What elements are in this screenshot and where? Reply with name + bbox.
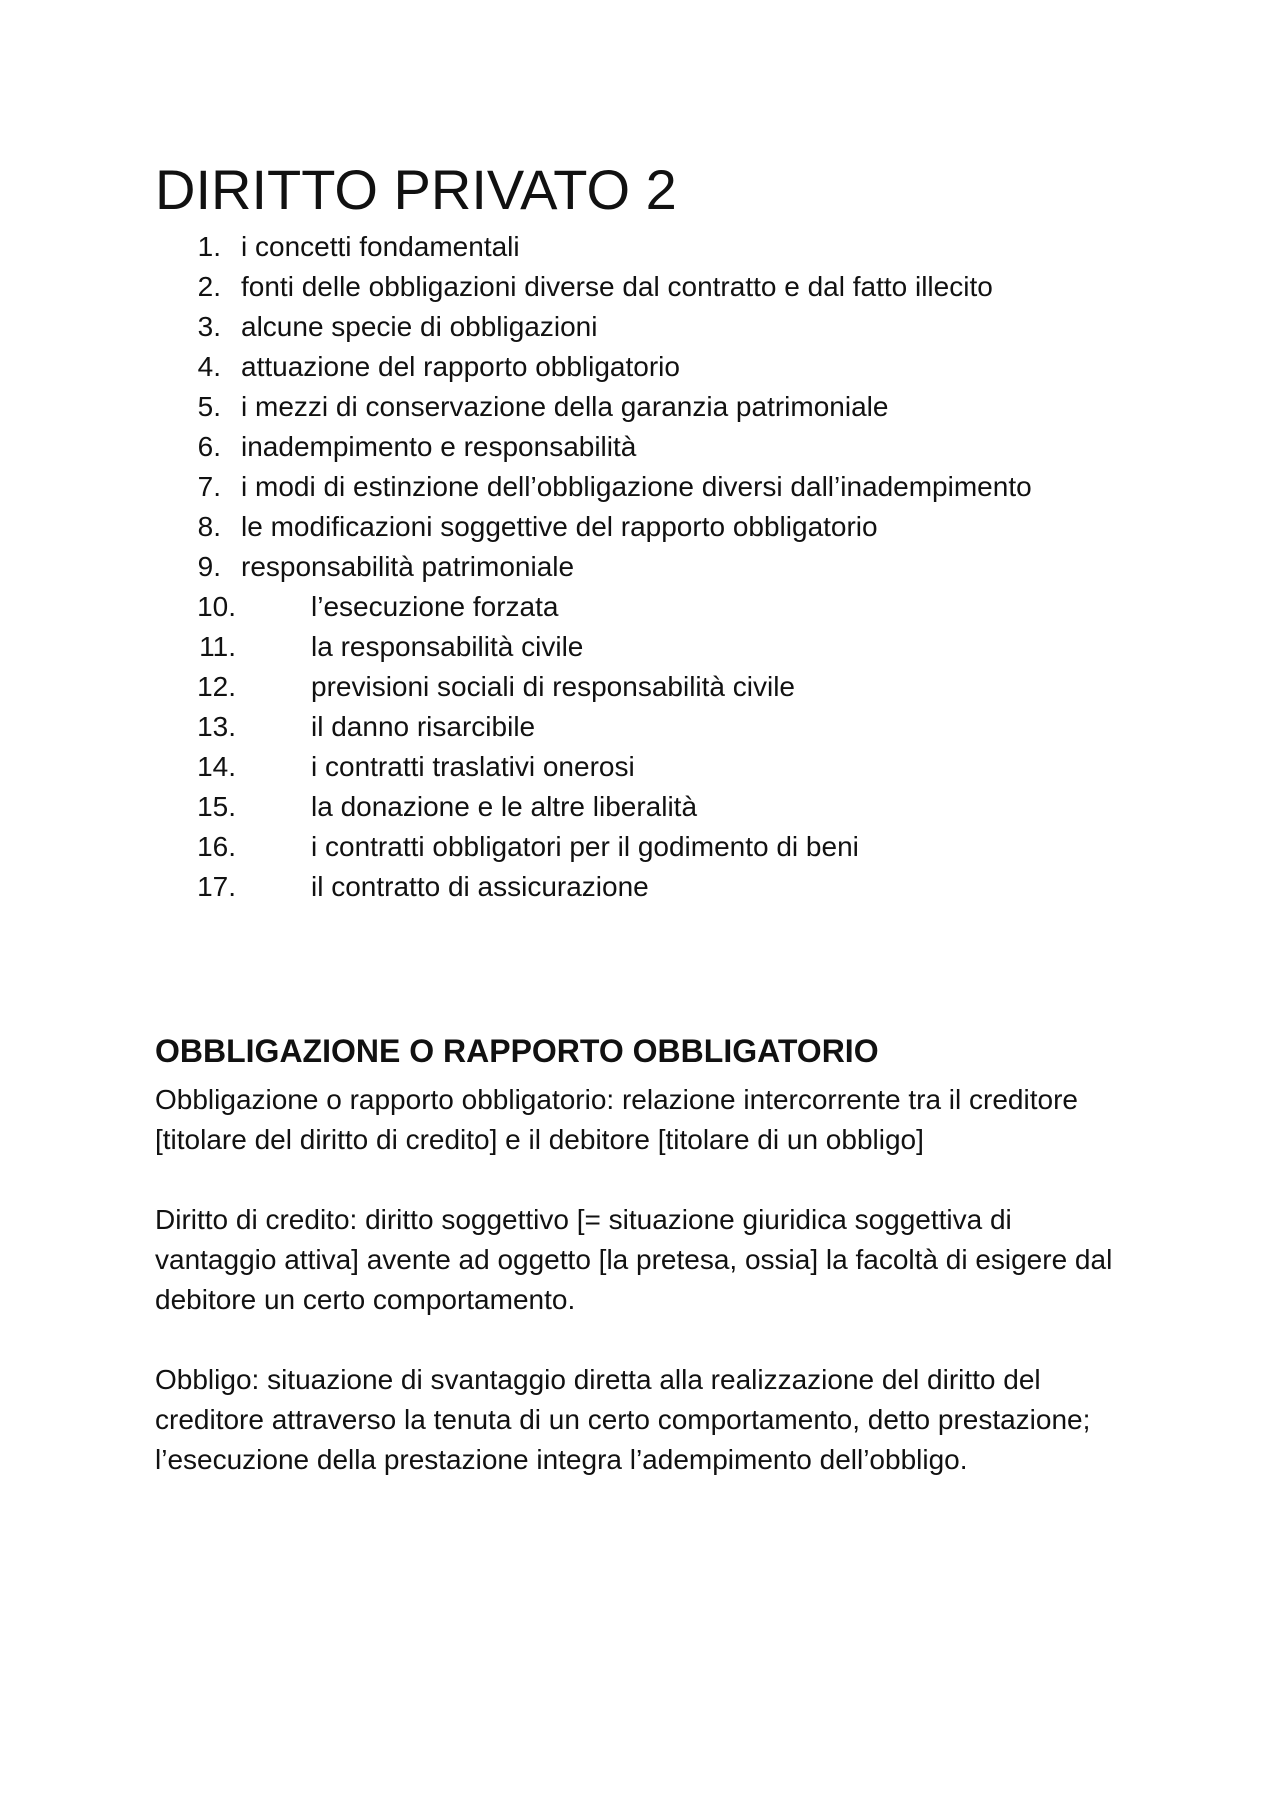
toc-item-number: 14. xyxy=(197,751,236,782)
toc-item-text: i contratti obbligatori per il godimento di beni xyxy=(311,831,859,862)
toc-item-text: previsioni sociali di responsabilità civile xyxy=(311,671,795,702)
toc-item-text: l’esecuzione forzata xyxy=(311,591,559,622)
toc-item-text: responsabilità patrimoniale xyxy=(241,551,575,582)
toc-item-number: 3. xyxy=(197,311,221,342)
toc-item-text: le modificazioni soggettive del rapporto obbligatorio xyxy=(241,511,878,542)
paragraph-obbligazione: Obbligazione o rapporto obbligatorio: relazione intercorrente tra il creditore [titolare del diritto di credito] e il debitore [titolare di un obbligo] xyxy=(155,1084,1078,1155)
toc-item-number: 6. xyxy=(197,431,221,462)
toc-item-text: fonti delle obbligazioni diverse dal contratto e dal fatto illecito xyxy=(241,271,993,302)
section-heading: OBBLIGAZIONE O RAPPORTO OBBLIGATORIO xyxy=(155,1033,879,1069)
toc-item-number: 5. xyxy=(197,391,221,422)
toc-item-number: 13. xyxy=(197,711,236,742)
toc-item-number: 9. xyxy=(197,551,221,582)
toc-item-number: 2. xyxy=(197,271,221,302)
toc-item-number: 16. xyxy=(197,831,236,862)
toc-item-text: inadempimento e responsabilità xyxy=(241,431,637,462)
toc-item-number: 4. xyxy=(197,351,221,382)
toc-item-text: i mezzi di conservazione della garanzia patrimoniale xyxy=(241,391,889,422)
toc-item-number: 1. xyxy=(197,231,221,262)
toc-item-number: 12. xyxy=(197,671,236,702)
toc-item-text: attuazione del rapporto obbligatorio xyxy=(241,351,680,382)
paragraph-diritto-di-credito: Diritto di credito: diritto soggettivo [= situazione giuridica soggettiva di vantaggio attiva] avente ad oggetto [la pretesa, ossia] la facoltà di esigere dal debitore un certo comportamento. xyxy=(155,1204,1113,1315)
toc-item-number: 15. xyxy=(197,791,236,822)
toc-item-text: i contratti traslativi onerosi xyxy=(311,751,635,782)
toc-item-text: alcune specie di obbligazioni xyxy=(241,311,598,342)
toc-item-number: 7. xyxy=(197,471,221,502)
toc-item-number: 11. xyxy=(199,631,236,662)
toc-item-text: i modi di estinzione dell’obbligazione diversi dall’inadempimento xyxy=(241,471,1032,502)
toc-item-text: il contratto di assicurazione xyxy=(311,871,649,902)
toc-item-number: 8. xyxy=(197,511,221,542)
toc-item-text: la responsabilità civile xyxy=(311,631,584,662)
document-title: DIRITTO PRIVATO 2 xyxy=(155,158,677,221)
toc-item-text: i concetti fondamentali xyxy=(241,231,520,262)
toc-item-text: la donazione e le altre liberalità xyxy=(311,791,698,822)
toc-item-number: 17. xyxy=(197,871,236,902)
toc-item-text: il danno risarcibile xyxy=(311,711,536,742)
paragraph-obbligo: Obbligo: situazione di svantaggio diretta alla realizzazione del diritto del creditore attraverso la tenuta di un certo comportamento, detto prestazione; l’esecuzione della prestazione integra l’adempimento dell’obbligo. xyxy=(155,1364,1091,1475)
toc-item-number: 10. xyxy=(197,591,236,622)
